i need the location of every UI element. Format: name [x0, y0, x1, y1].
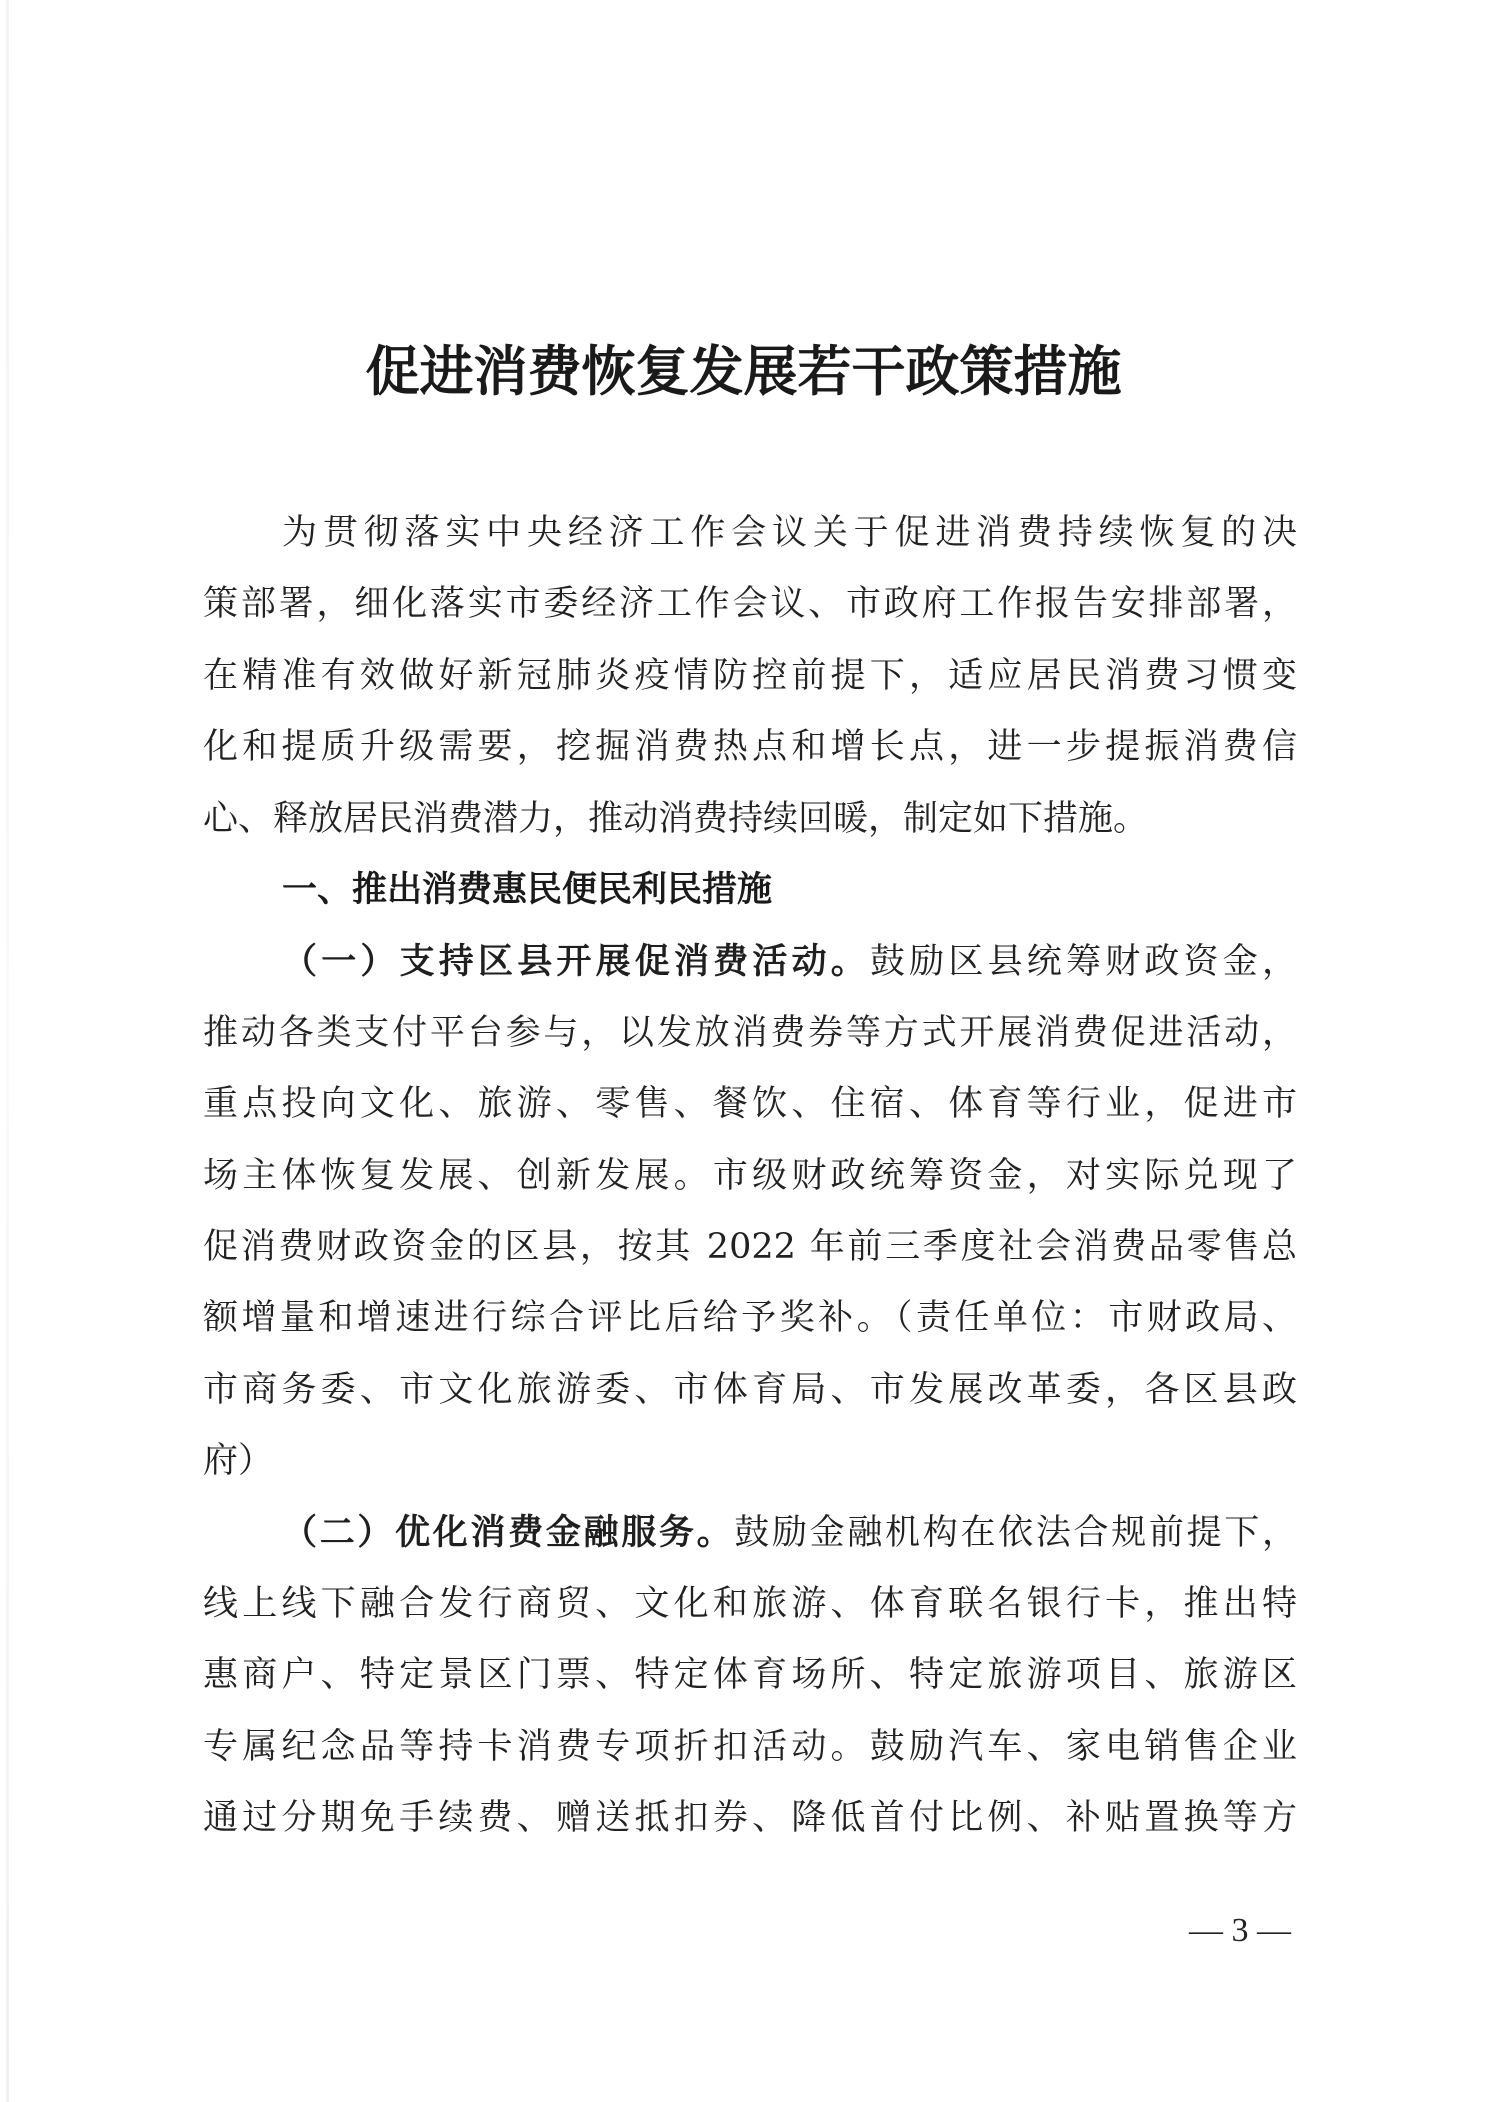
paragraph-line: 市商务委、市文化旅游委、市体育局、市发展改革委，各区县政 [203, 1369, 1297, 1410]
paragraph-line: 额增量和增速进行综合评比后给予奖补。（责任单位：市财政局、 [203, 1298, 1297, 1339]
paragraph-line: 策部署，细化落实市委经济工作会议、市政府工作报告安排部署， [203, 584, 1297, 625]
paragraph-line: 专属纪念品等持卡消费专项折扣活动。鼓励汽车、家电销售企业 [203, 1726, 1297, 1767]
item-2-paragraph [203, 1497, 1297, 1854]
paragraph-line: 推动各类支付平台参与，以发放消费券等方式开展消费促进活动， [203, 1012, 1297, 1053]
paragraph-line: 心、释放居民消费潜力，推动消费持续回暖，制定如下措施。 [203, 798, 1149, 839]
document-body [203, 498, 1297, 1854]
paragraph-line: 惠商户、特定景区门票、特定体育场所、特定旅游项目、旅游区 [203, 1655, 1297, 1696]
scan-edge-shadow [6, 0, 9, 2102]
paragraph-line: 场主体恢复发展、创新发展。市级财政统筹资金，对实际兑现了 [203, 1155, 1297, 1196]
item-1-paragraph [203, 926, 1297, 1497]
paragraph-line: 重点投向文化、旅游、零售、餐饮、住宿、体育等行业，促进市 [203, 1084, 1297, 1125]
paragraph-line: 促消费财政资金的区县，按其 2022 年前三季度社会消费品零售总 [203, 1226, 1297, 1267]
paragraph-line: 通过分期免手续费、赠送抵扣券、降低首付比例、补贴置换等方 [203, 1798, 1297, 1839]
paragraph-line [203, 1497, 1297, 1568]
paragraph-line: 府） [203, 1441, 274, 1482]
item-2-label: （二）优化消费金融服务。 [282, 1512, 735, 1554]
item-1-first-line-text: 鼓励区县统筹财政资金， [869, 942, 1297, 983]
page-number: — 3 — [1189, 1912, 1291, 1949]
paragraph-line [203, 926, 1297, 997]
section-heading: 一、推出消费惠民便民利民措施 [282, 869, 773, 910]
item-2-first-line-text: 鼓励金融机构在依法合规前提下， [734, 1513, 1297, 1554]
paragraph-line: 为贯彻落实中央经济工作会议关于促进消费持续恢复的决 [282, 513, 1297, 553]
item-1-label: （一）支持区县开展促消费活动。 [282, 941, 870, 983]
intro-paragraph [203, 498, 1297, 855]
paragraph-line: 线上线下融合发行商贸、文化和旅游、体育联名银行卡，推出特 [203, 1583, 1297, 1624]
paragraph-line: 在精准有效做好新冠肺炎疫情防控前提下，适应居民消费习惯变 [203, 655, 1297, 696]
document-title: 促进消费恢复发展若干政策措施 [365, 339, 1122, 403]
paragraph-line: 化和提质升级需要，挖掘消费热点和增长点，进一步提振消费信 [203, 727, 1297, 768]
